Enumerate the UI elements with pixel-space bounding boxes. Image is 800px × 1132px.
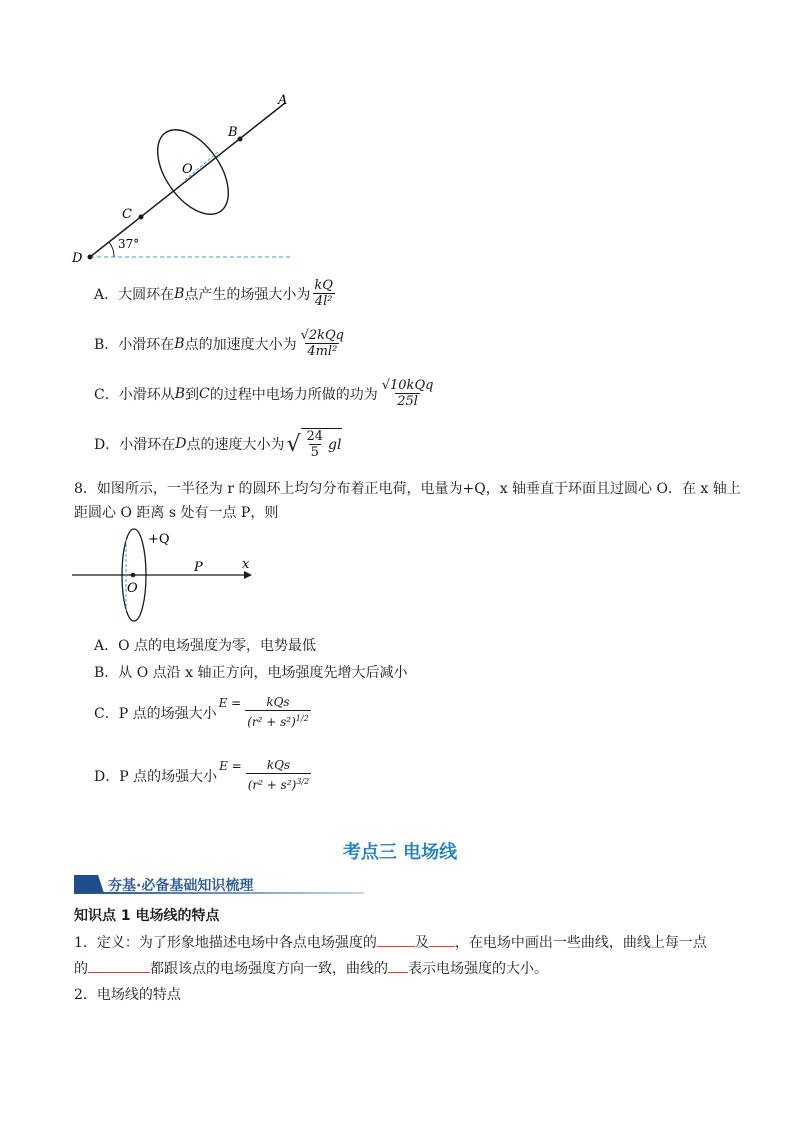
q8-option-a: A．O 点的电场强度为零，电势最低 — [94, 638, 317, 654]
fraction: $\frac{\text{√10kQq}}{25l}$ — [381, 378, 434, 409]
item2: 2．电场线的特点 — [74, 987, 181, 1003]
section-banner — [74, 875, 364, 895]
label-b: B — [228, 125, 238, 140]
x-axis-arrow — [244, 571, 252, 579]
incline-line — [90, 103, 285, 257]
point-b — [238, 137, 243, 142]
q7-option-a: A．大圆环在 B 点产生的场强大小为 $\frac{kQ}{\text{4l²}}$ — [94, 278, 333, 309]
fraction: $\frac{kQ}{\text{4l²}}$ — [314, 278, 333, 309]
q8-option-b: B．从 O 点沿 x 轴正方向，电场强度先增大后减小 — [94, 665, 408, 681]
q8-line1: 8．如图所示，一半径为 r 的圆环上均匀分布着正电荷，电量为+Q，x 轴垂直于环面且过圆心 O．在 x 轴上 — [74, 481, 741, 497]
blank-1 — [377, 932, 415, 947]
q7-option-b: B．小滑环在 B 点的加速度大小为 $\frac{\text{√2kQq}}{\text{4ml²}}$ — [94, 328, 345, 359]
label-charge: +Q — [148, 532, 170, 547]
q7-option-c: C．小滑环从 B 到 C 的过程中电场力所做的功为 $\frac{\text{√10kQq}}{25l}$ — [94, 378, 434, 409]
fraction: $\frac{\text{kQs}}{(r^2 + s^2)^{1/2}}$ — [247, 695, 309, 729]
sqrt-sign: √ — [286, 431, 301, 457]
point-d — [88, 255, 93, 260]
label-d: D — [72, 251, 83, 266]
point-c — [139, 215, 144, 220]
point-o — [131, 573, 136, 578]
definition-line1: 1．定义：为了形象地描述电场中各点电场强度的 及 ，在电场中画出一些曲线，曲线上每一点 — [74, 932, 707, 952]
q8-option-c: C．P 点的场强大小 E = $\frac{\text{kQs}}{(r^2 + s^2)^{1/2}}$ — [94, 695, 309, 729]
banner-bar — [74, 875, 104, 893]
q7-option-d: D．小滑环在 D 点的速度大小为 √ $\frac{24}{5}$ gl — [94, 429, 342, 460]
label-o: O — [127, 581, 138, 596]
angle-arc — [109, 242, 114, 257]
label-a: A — [278, 93, 288, 108]
blank-2 — [429, 932, 455, 947]
section-title: 考点三 电场线 — [342, 842, 458, 863]
banner-text: 夯基·必备基础知识梳理 — [108, 878, 254, 894]
q8-option-d: D．P 点的场强大小 E = $\frac{\text{kQs}}{(r^2 + s^2)^{3/2}}$ — [94, 758, 310, 792]
knowledge-point-title: 知识点 1 电场线的特点 — [74, 908, 220, 924]
definition-line2: 的 都跟该点的电场强度方向一致，曲线的 表示电场强度的大小。 — [74, 958, 548, 978]
label-x: x — [242, 557, 250, 572]
fraction: $\frac{\text{√2kQq}}{\text{4ml²}}$ — [300, 328, 345, 359]
fraction: $\frac{24}{5}$ — [306, 429, 324, 460]
label-angle: 37° — [118, 237, 140, 251]
label-c: C — [122, 207, 132, 222]
blank-4 — [388, 958, 408, 973]
fraction: $\frac{\text{kQs}}{(r^2 + s^2)^{3/2}}$ — [247, 758, 310, 792]
q8-line2: 距圆心 O 距离 s 处有一点 P，则 — [74, 505, 279, 521]
figure-ring-incline — [70, 90, 300, 270]
blank-3 — [88, 958, 150, 973]
label-o: O — [182, 162, 193, 177]
label-p: P — [194, 560, 203, 575]
figure-ring-axis — [70, 525, 270, 625]
